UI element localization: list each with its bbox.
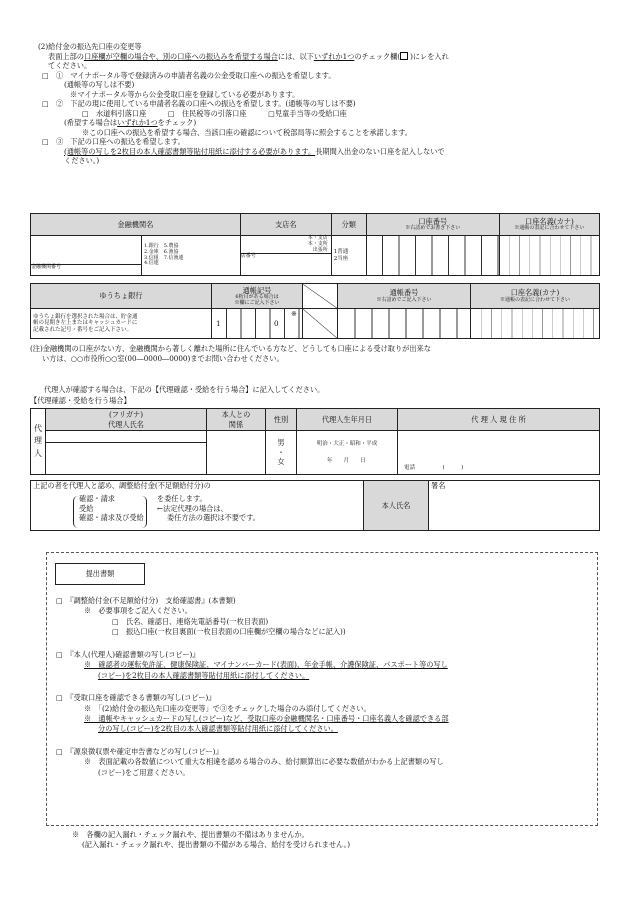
agent-consent-table: [30, 480, 600, 531]
agent-side-label: 代 理 人: [31, 409, 46, 475]
principal-name-label: 本人氏名: [364, 481, 429, 531]
option-2-account-choices[interactable]: □ 水道料引落口座 □ 住民税等の引落口座 □児童手当等の受給口座: [82, 108, 347, 118]
yucho-table: ゆうちょ銀行 通帳記号 6桁目がある場合は ※欄にご記入下さい 通帳番号 ※右詰めでご記入下さい 口座名義(カナ) ※通帳の表記に合わせて下さい ゆうちょ銀行を選択された場合は、貯金通 帳の見開き左上またはキャッシュカードに 記載された記号・番号をご記入下さい。 1 0 ※: [30, 283, 600, 339]
agent-sex-options[interactable]: 男 ・ 女: [266, 431, 297, 475]
account-number-input[interactable]: [366, 236, 499, 276]
agent-intro: 代理人が確認する場合は、下記の【代理確認・受給を行う場合】に記入してください。: [44, 385, 325, 394]
footer: ※ 各欄の記入漏れ・チェック漏れや、提出書類の不備はありませんか。 (記入漏れ・チェック漏れや、提出書類の不備がある場合、給付を受けられません。): [72, 830, 351, 849]
notes: (注)金融機関の口座がない方、金融機関から著しく離れた場所に住んでいる方など、どうしても口座による受け取りが出来な い方は、○○市役所○○室(00―0000―0000)までお問い合わせください。: [30, 344, 431, 363]
agent-relation-input[interactable]: [207, 431, 266, 475]
doc-item-identity-copy[interactable]: □ 『本人(代理人)確認書類の写し(コピー)』: [56, 649, 200, 659]
agent-furigana-input[interactable]: [46, 431, 207, 443]
agent-table: 代 理 人 (フリガナ) 代理人氏名 本人との 関係 性別 代理人生年月日 代 理 人 現 住 所 男 ・ 女 明治・大正・昭和・平成 年 月 日 電話 ( ): [30, 408, 600, 475]
bank-name-header: 金融機関名: [31, 214, 241, 236]
bank-kind-options[interactable]: 1.銀行 5.農協 2.金庫 6.漁協 3.信組 7.信漁連 4.信連: [142, 236, 241, 276]
section-2-intro: 表面上部の口座欄が空欄の場合や、別の口座への振込みを希望する場合には、以下いずれか1つのチェック欄( )にレを入れ てください。: [48, 51, 449, 70]
principal-signature-input[interactable]: 署名: [429, 481, 600, 531]
agent-consent: 上記の者を代理人と認め、調整給付金(不足額給付分)の 確認・請求 受給 確認・請求及び受給 を委任します。 ←法定代理の場合は、 委任方法の選択は不要です。: [31, 481, 364, 531]
option-1-checkbox[interactable]: □ ① マイナポータル等で登録済みの申請者名義の公金受取口座への振込を希望します。: [42, 70, 336, 80]
account-holder-input[interactable]: [499, 236, 599, 276]
doc-item-confirmation-form[interactable]: □ 『調整給付金(不足額給付分) 支給確認書』(本書類): [56, 596, 236, 605]
agent-birthdate-input[interactable]: 明治・大正・昭和・平成 年 月 日: [297, 431, 398, 475]
option-2-checkbox[interactable]: □ ② 下記の現に使用している申請者名義の口座への振込を希望します。(通帳等の写しは不要): [42, 99, 356, 108]
branch-name-input[interactable]: 本・支店 本・支所 出張所 店番号: [240, 236, 331, 276]
yucho-symbol-input[interactable]: 1 0 ※: [212, 309, 303, 339]
submission-docs-title: 提出書類: [55, 563, 145, 585]
checkbox-sample-icon: [400, 52, 408, 60]
yucho-number-input[interactable]: [338, 309, 471, 339]
section-2: (2)給付金の振込先口座の変更等 表面上部の口座欄が空欄の場合や、別の口座への振込みを希望する場合には、以下いずれか1つのチェック欄( )にレを入れ てください。 □ ① マイナポータル等で登録済みの申請者名義の公金受取口座への振込を希望します。 (通帳等の写しは不要) ※マイナポータル等から公金受取口座を登録している必要があります。 □ ② 下記の現に使用している申請者名義の口座への振込を希望します。(通帳等の写しは不要) □ 水道料引落口座 □ 住民税等の引落口座 □児童手当等の受給口座 (希望する場合はいずれか1つをチェック) ※この口座への振込を希望する場合、当該口座の確認について税部局等に照会することを承諾します。 □ ③ 下記の口座への振込を希望します。 (通帳等の写しを2枚目の本人確認書類等貼付用紙に添付する必要があります。長期間入出金のない口座を記入しないで ください。): [38, 42, 608, 166]
doc-item-tax-copy[interactable]: □ 『源泉徴収票や確定申告書などの写し(コピー)』: [56, 746, 223, 756]
agent-title: 【代理確認・受給を行う場合】: [30, 396, 131, 405]
doc-item-account-copy[interactable]: □ 『受取口座を確認できる書類の写し(コピー)』: [56, 693, 216, 703]
section-2-title: (2)給付金の振込先口座の変更等: [38, 42, 142, 51]
agent-address-input[interactable]: 電話 ( ): [398, 431, 600, 475]
yucho-description: ゆうちょ銀行を選択された場合は、貯金通 帳の見開き左上またはキャッシュカードに 記載された記号・番号をご記入下さい。: [31, 309, 212, 339]
bank-name-input[interactable]: 金融機関番号: [31, 236, 142, 276]
account-type-options[interactable]: 1普通 2当座: [331, 236, 366, 276]
submission-docs-list: □ 『調整給付金(不足額給付分) 支給確認書』(本書類) ※ 必要事項をご記入ください。 □ 氏名、確認日、連絡先電話番号(一枚目表面) □ 振込口座(一枚目裏面(一枚目表面の口座欄が空欄の場合などに記入)) □ 『本人(代理人)確認書類の写し(コピー)』 ※ 確認者の運転免許証、健康保険証、マイナンバーカード(表面)、年金手帳、介護保険証、パスポート等の写し (コピー)を2枚目の本人確認書類等貼付用紙に添付してください。 □ 『受取口座を確認できる書類の写し(コピー)』 ※ 「(2)給付金の振込先口座の変更等」で③をチェックした場合のみ添付してください。 ※ 通帳やキャッシュカードの写し(コピー)など、受取口座の金融機関名・口座番号・口座名義人を確認できる部 分の写し(コピー)を2枚目の本人確認書類等貼付用紙に添付してください。 □ 『源泉徴収票や確定申告書などの写し(コピー)』 ※ 表面記載の各数値について重大な相違を認める場合のみ、給付額算出に必要な数値がわかる上記書類の写し (コピー)をご用意ください。: [56, 596, 586, 778]
yucho-holder-input[interactable]: [471, 309, 600, 339]
option-3-checkbox[interactable]: □ ③ 下記の口座への振込を希望します。: [42, 137, 185, 146]
agent-name-input[interactable]: [46, 443, 207, 475]
bank-account-table: 金融機関名 支店名 分類 口座番号 ※右詰めでお書き下さい 口座名義(カナ) ※通帳の表記に合わせて下さい 金融機関番号 1.銀行 5.農協 2.金庫 6.漁協 3.信組 7.信漁連 4.信連 本・支店 本・支所 出張所 店番号 1普通 2当座: [30, 213, 600, 276]
